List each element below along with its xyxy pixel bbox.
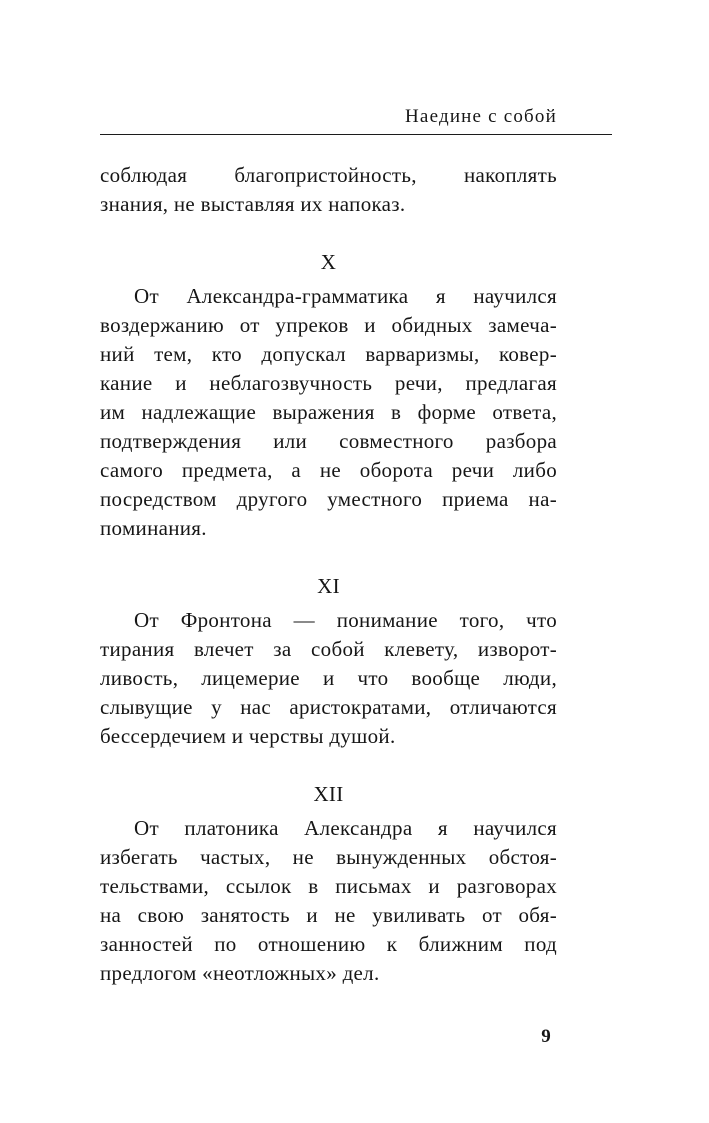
text-line: им надлежащие выражения в форме ответа, xyxy=(100,400,557,424)
text-line: воздержанию от упреков и обидных замеча- xyxy=(100,313,557,337)
paragraph xyxy=(100,282,557,543)
text-line: соблюдая благопристойность, накоплять xyxy=(100,163,557,187)
text-line: кание и неблагозвучность речи, предлагая xyxy=(100,371,557,395)
text-line: посредством другого уместного приема на- xyxy=(100,487,557,511)
chapter-section xyxy=(100,572,557,751)
text-column xyxy=(100,161,557,1051)
section-heading: XI xyxy=(317,574,340,598)
text-line: бессердечием и черствы душой. xyxy=(100,724,396,748)
text-line: слывущие у нас аристократами, отличаются xyxy=(100,695,557,719)
page-number: 9 xyxy=(541,1026,551,1047)
header-rule xyxy=(100,134,612,135)
text-line: тирания влечет за собой клевету, изворот- xyxy=(100,637,557,661)
text-line: занностей по отношению к ближним под xyxy=(100,932,557,956)
chapter-section xyxy=(100,780,557,988)
chapter-section xyxy=(100,248,557,543)
sections-container xyxy=(100,248,557,988)
paragraph xyxy=(100,161,557,219)
text-line: на свою занятость и не увиливать от обя- xyxy=(100,903,557,927)
text-line: тельствами, ссылок в письмах и разговорах xyxy=(100,874,557,898)
text-line: знания, не выставляя их напоказ. xyxy=(100,192,406,216)
text-line: предлогом «неотложных» дел. xyxy=(100,961,380,985)
text-line: От Фронтона — понимание того, что xyxy=(134,608,557,632)
section-heading: XII xyxy=(313,782,344,806)
paragraph xyxy=(100,606,557,751)
text-line: избегать частых, не вынужденных обстоя- xyxy=(100,845,557,869)
text-line: подтверждения или совместного разбора xyxy=(100,429,557,453)
section-heading: X xyxy=(320,250,337,274)
text-line: поминания. xyxy=(100,516,207,540)
text-line: ний тем, кто допускал варваризмы, ковер- xyxy=(100,342,557,366)
text-line: самого предмета, а не оборота речи либо xyxy=(100,458,557,482)
text-line: От платоника Александра я научился xyxy=(134,816,557,840)
text-line: От Александра-грамматика я научился xyxy=(134,284,557,308)
running-header-block xyxy=(100,106,612,135)
paragraph xyxy=(100,814,557,988)
text-line: ливость, лицемерие и что вообще люди, xyxy=(100,666,557,690)
intro-paragraph xyxy=(100,161,557,219)
running-header: Наедине с собой xyxy=(405,106,557,127)
